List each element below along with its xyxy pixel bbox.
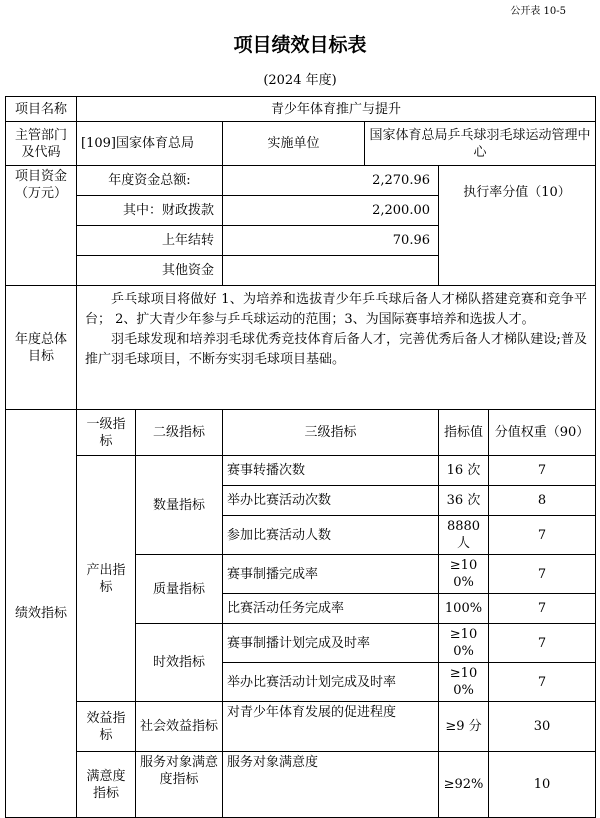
service-satisfaction-label: 服务对象满意度指标 [136, 752, 223, 818]
indicator-value: 8880 人 [439, 516, 489, 555]
timeliness-indicator-label: 时效指标 [136, 624, 223, 702]
indicator-value: 36 次 [439, 486, 489, 516]
benefit-indicator-label: 效益指标 [77, 702, 136, 752]
satisfaction-indicator-label: 满意度指标 [77, 752, 136, 818]
project-name-label: 项目名称 [6, 97, 77, 122]
quality-indicator-label: 质量指标 [136, 555, 223, 624]
page-title: 项目绩效目标表 [233, 34, 367, 56]
indicator-value: 16 次 [439, 456, 489, 486]
goal-paragraph-2: 羽毛球发现和培养羽毛球优秀竞技体育后备人才，完善优秀后备人才梯队建设;普及推广羽毛球项目，不断夯实羽毛球项目基础。 [85, 332, 587, 367]
performance-table [5, 96, 596, 818]
goal-label: 年度总体目标 [6, 286, 77, 410]
funds-carry-value: 70.96 [223, 226, 439, 256]
indicator-value: ≥9 分 [439, 702, 489, 752]
indicator-name: 举办比赛活动次数 [223, 486, 439, 516]
indicator-weight: 7 [489, 555, 596, 594]
indicator-weight: 7 [489, 594, 596, 624]
funds-total-label: 年度资金总额: [77, 166, 223, 196]
indicator-weight: 7 [489, 663, 596, 702]
indicator-name: 举办比赛活动计划完成及时率 [223, 663, 439, 702]
indicator-name: 比赛活动任务完成率 [223, 594, 439, 624]
exec-rate-label: 执行率分值（10） [439, 166, 596, 286]
indicator-value: ≥100% [439, 663, 489, 702]
funds-fiscal-label: 其中：财政拨款 [77, 196, 223, 226]
indicator-name: 赛事转播次数 [223, 456, 439, 486]
indicator-side-label: 绩效指标 [6, 410, 77, 818]
impl-unit-value: 国家体育总局乒乓球羽毛球运动管理中心 [365, 122, 596, 166]
project-name: 青少年体育推广与提升 [77, 97, 596, 122]
fiscal-year: (2024 年度) [263, 73, 337, 88]
header-weight: 分值权重（90） [489, 410, 596, 456]
indicator-weight: 7 [489, 456, 596, 486]
indicator-weight: 7 [489, 624, 596, 663]
indicator-value: ≥92% [439, 752, 489, 818]
indicator-weight: 10 [489, 752, 596, 818]
indicator-weight: 7 [489, 516, 596, 555]
funds-label: 项目资金（万元） [6, 166, 77, 286]
indicator-name: 赛事制播计划完成及时率 [223, 624, 439, 663]
social-benefit-label: 社会效益指标 [136, 702, 223, 752]
funds-other-value [223, 256, 439, 286]
indicator-weight: 8 [489, 486, 596, 516]
header-target-value: 指标值 [439, 410, 489, 456]
header-level2: 二级指标 [136, 410, 223, 456]
impl-unit-label: 实施单位 [223, 122, 365, 166]
indicator-value: 100% [439, 594, 489, 624]
table-code: 公开表 10-5 [510, 6, 566, 17]
goal-paragraph-1: 乒乓球项目将做好 1、为培养和选拔青少年乒乓球后备人才梯队搭建竞赛和竞争平台； 2、扩大青少年参与乒乓球运动的范围；3、为国际赛事培养和选拔人才。 [85, 292, 587, 327]
header-level3: 三级指标 [223, 410, 439, 456]
funds-fiscal-value: 2,200.00 [223, 196, 439, 226]
indicator-name: 赛事制播完成率 [223, 555, 439, 594]
funds-carry-label: 上年结转 [77, 226, 223, 256]
indicator-name: 服务对象满意度 [223, 752, 439, 818]
quantity-indicator-label: 数量指标 [136, 456, 223, 555]
goal-text [77, 286, 596, 410]
indicator-value: ≥100% [439, 624, 489, 663]
dept-value: [109]国家体育总局 [77, 122, 223, 166]
indicator-value: ≥100% [439, 555, 489, 594]
output-indicator-label: 产出指标 [77, 456, 136, 702]
indicator-weight: 30 [489, 702, 596, 752]
indicator-name: 参加比赛活动人数 [223, 516, 439, 555]
funds-total-value: 2,270.96 [223, 166, 439, 196]
header-level1: 一级指标 [77, 410, 136, 456]
indicator-name: 对青少年体育发展的促进程度 [223, 702, 439, 752]
funds-other-label: 其他资金 [77, 256, 223, 286]
dept-label: 主管部门及代码 [6, 122, 77, 166]
